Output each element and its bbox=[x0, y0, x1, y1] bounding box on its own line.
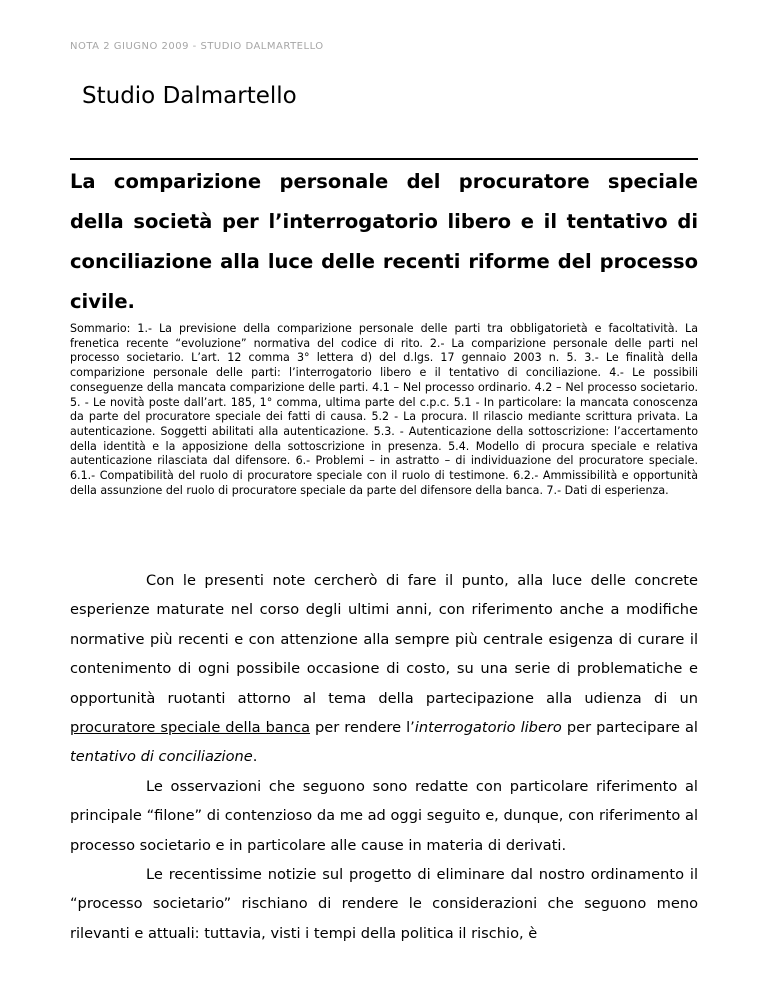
header-studio: STUDIO DALMARTELLO bbox=[200, 41, 324, 52]
body-text bbox=[70, 566, 698, 948]
summary-paragraph: Sommario: 1.- La previsione della comparizione personale delle parti tra obbligatorietà e facoltatività. La frenetica recente “evoluzione” normativa del codice di rito. 2.- La comparizione personale delle parti nel processo societario. L’art. 12 comma 3° lettera d) del d.lgs. 17 gennaio 2003 n. 5. 3.- Le finalità della comparizione personale delle parti: l’interrogatorio libero e il tentativo di conciliazione. 4.- Le possibili conseguenze della mancata comparizione delle parti. 4.1 – Nel processo ordinario. 4.2 – Nel processo societario. 5. - Le novità poste dall’art. 185, 1° comma, ultima parte del c.p.c. 5.1 - In particolare: la mancata conoscenza da parte del procuratore speciale dei fatti di causa. 5.2 - La procura. Il rilascio mediante scrittura privata. La autenticazione. Soggetti abilitati alla autenticazione. 5.3. - Autenticazione della sottoscrizione: l’accertamento della identità e la apposizione della sottoscrizione in presenza. 5.4. Modello di procura speciale e relativa autenticazione rilasciata dal difensore. 6.- Problemi – in astratto – di individuazione del procuratore speciale. 6.1.- Compatibilità del ruolo di procuratore speciale con il ruolo di testimone. 6.2.- Ammissibilità e opportunità della assunzione del ruolo di procuratore speciale da parte del difensore della banca. 7.- Dati di esperienza. bbox=[70, 322, 698, 497]
paragraph-1-text-a: Con le presenti note cercherò di fare il punto, alla luce delle concrete esperienze maturate nel corso degli ultimi anni, con riferimento anche a modifiche normative più recenti e con attenzione alla sempre più centrale esigenza di curare il contenimento di ogni possibile occasione di costo, su una serie di problematiche e opportunità ruotanti attorno al tema della partecipazione alla udienza di un bbox=[70, 572, 698, 707]
underlined-phrase: procuratore speciale della banca bbox=[70, 719, 311, 737]
header-separator: - bbox=[189, 41, 201, 52]
paragraph-3: Le recentissime notizie sul progetto di eliminare dal nostro ordinamento il “processo societario” rischiano di rendere le considerazioni che seguono meno rilevanti e attuali: tuttavia, visti i tempi della politica il rischio, è bbox=[70, 866, 698, 942]
paragraph-1 bbox=[70, 566, 698, 772]
running-header bbox=[70, 41, 324, 52]
paragraph-1-text-c: per partecipare al bbox=[561, 719, 698, 737]
italic-tentativo: tentativo di conciliazione bbox=[70, 748, 253, 766]
italic-interrogatorio: interrogatorio libero bbox=[414, 719, 562, 737]
document-title: La comparizione personale del procuratore speciale della società per l’interrogatorio libero e il tentativo di conciliazione alla luce delle recenti riforme del processo civile. bbox=[70, 170, 698, 313]
paragraph-1-text-b: per rendere l’ bbox=[310, 719, 415, 737]
title-rule bbox=[70, 158, 698, 160]
studio-name: Studio Dalmartello bbox=[82, 83, 297, 109]
paragraph-2: Le osservazioni che seguono sono redatte con particolare riferimento al principale “filone” di contenzioso da me ad oggi seguito e, dunque, con riferimento al processo societario e in particolare alle cause in materia di derivati. bbox=[70, 777, 698, 854]
header-note: NOTA 2 GIUGNO 2009 bbox=[70, 41, 189, 52]
paragraph-1-text-d: . bbox=[252, 748, 258, 766]
